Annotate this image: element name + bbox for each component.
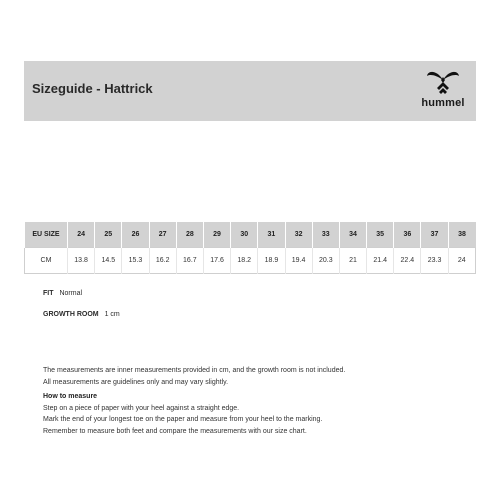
eu-size-cell: 33 [312, 222, 339, 248]
growth-room-label: GROWTH ROOM [43, 311, 99, 318]
measure-step-1: Step on a piece of paper with your heel against a straight edge. [43, 404, 240, 412]
eu-size-cell: 37 [421, 222, 448, 248]
eu-size-cell: 29 [203, 222, 230, 248]
notes-section [43, 365, 345, 437]
eu-size-cell: 38 [448, 222, 475, 248]
eu-size-cell: 36 [394, 222, 421, 248]
eu-size-cell: 27 [149, 222, 176, 248]
measure-step-2: Mark the end of your longest toe on the paper and measure from your heel to the marking. [43, 416, 323, 423]
fit-value: Normal [59, 290, 83, 297]
cm-cell: 13.8 [68, 248, 95, 274]
bee-icon [425, 67, 461, 97]
cm-cell: 22.4 [394, 248, 421, 274]
size-table [24, 222, 476, 274]
cm-cell: 14.5 [95, 248, 122, 274]
cm-row [25, 248, 476, 274]
note-line-1: The measurements are inner measurements provided in cm, and the growth room is not included. [43, 367, 346, 374]
measure-step-3: Remember to measure both feet and compare the measurements with our size chart. [43, 427, 307, 435]
growth-room-value: 1 cm [104, 311, 120, 318]
cm-cell: 17.6 [203, 248, 230, 274]
cm-cell: 23.3 [421, 248, 448, 274]
note-line-2: All measurements are guidelines only and may vary slightly. [43, 378, 229, 386]
cm-cell: 21 [339, 248, 366, 274]
brand-wordmark: hummel [421, 97, 465, 109]
fit-label: FIT [43, 290, 54, 297]
eu-size-label: EU SIZE [25, 222, 68, 248]
page-title: Sizeguide - Hattrick [32, 81, 153, 96]
header-banner [24, 61, 476, 121]
how-to-measure-heading: How to measure [43, 393, 98, 400]
brand-logo [416, 67, 470, 115]
cm-label: CM [25, 248, 68, 274]
eu-size-cell: 26 [122, 222, 149, 248]
cm-cell: 16.7 [176, 248, 203, 274]
eu-size-cell: 25 [95, 222, 122, 248]
cm-cell: 21.4 [367, 248, 394, 274]
eu-size-cell: 30 [231, 222, 258, 248]
cm-cell: 15.3 [122, 248, 149, 274]
eu-size-cell: 34 [339, 222, 366, 248]
cm-cell: 19.4 [285, 248, 312, 274]
eu-size-cell: 35 [367, 222, 394, 248]
cm-cell: 20.3 [312, 248, 339, 274]
cm-cell: 16.2 [149, 248, 176, 274]
eu-size-row [25, 222, 476, 248]
cm-cell: 18.2 [231, 248, 258, 274]
cm-cell: 24 [448, 248, 475, 274]
eu-size-cell: 24 [68, 222, 95, 248]
eu-size-cell: 32 [285, 222, 312, 248]
eu-size-cell: 28 [176, 222, 203, 248]
cm-cell: 18.9 [258, 248, 285, 274]
fit-info [43, 290, 82, 297]
growth-room-info [43, 311, 120, 318]
eu-size-cell: 31 [258, 222, 285, 248]
